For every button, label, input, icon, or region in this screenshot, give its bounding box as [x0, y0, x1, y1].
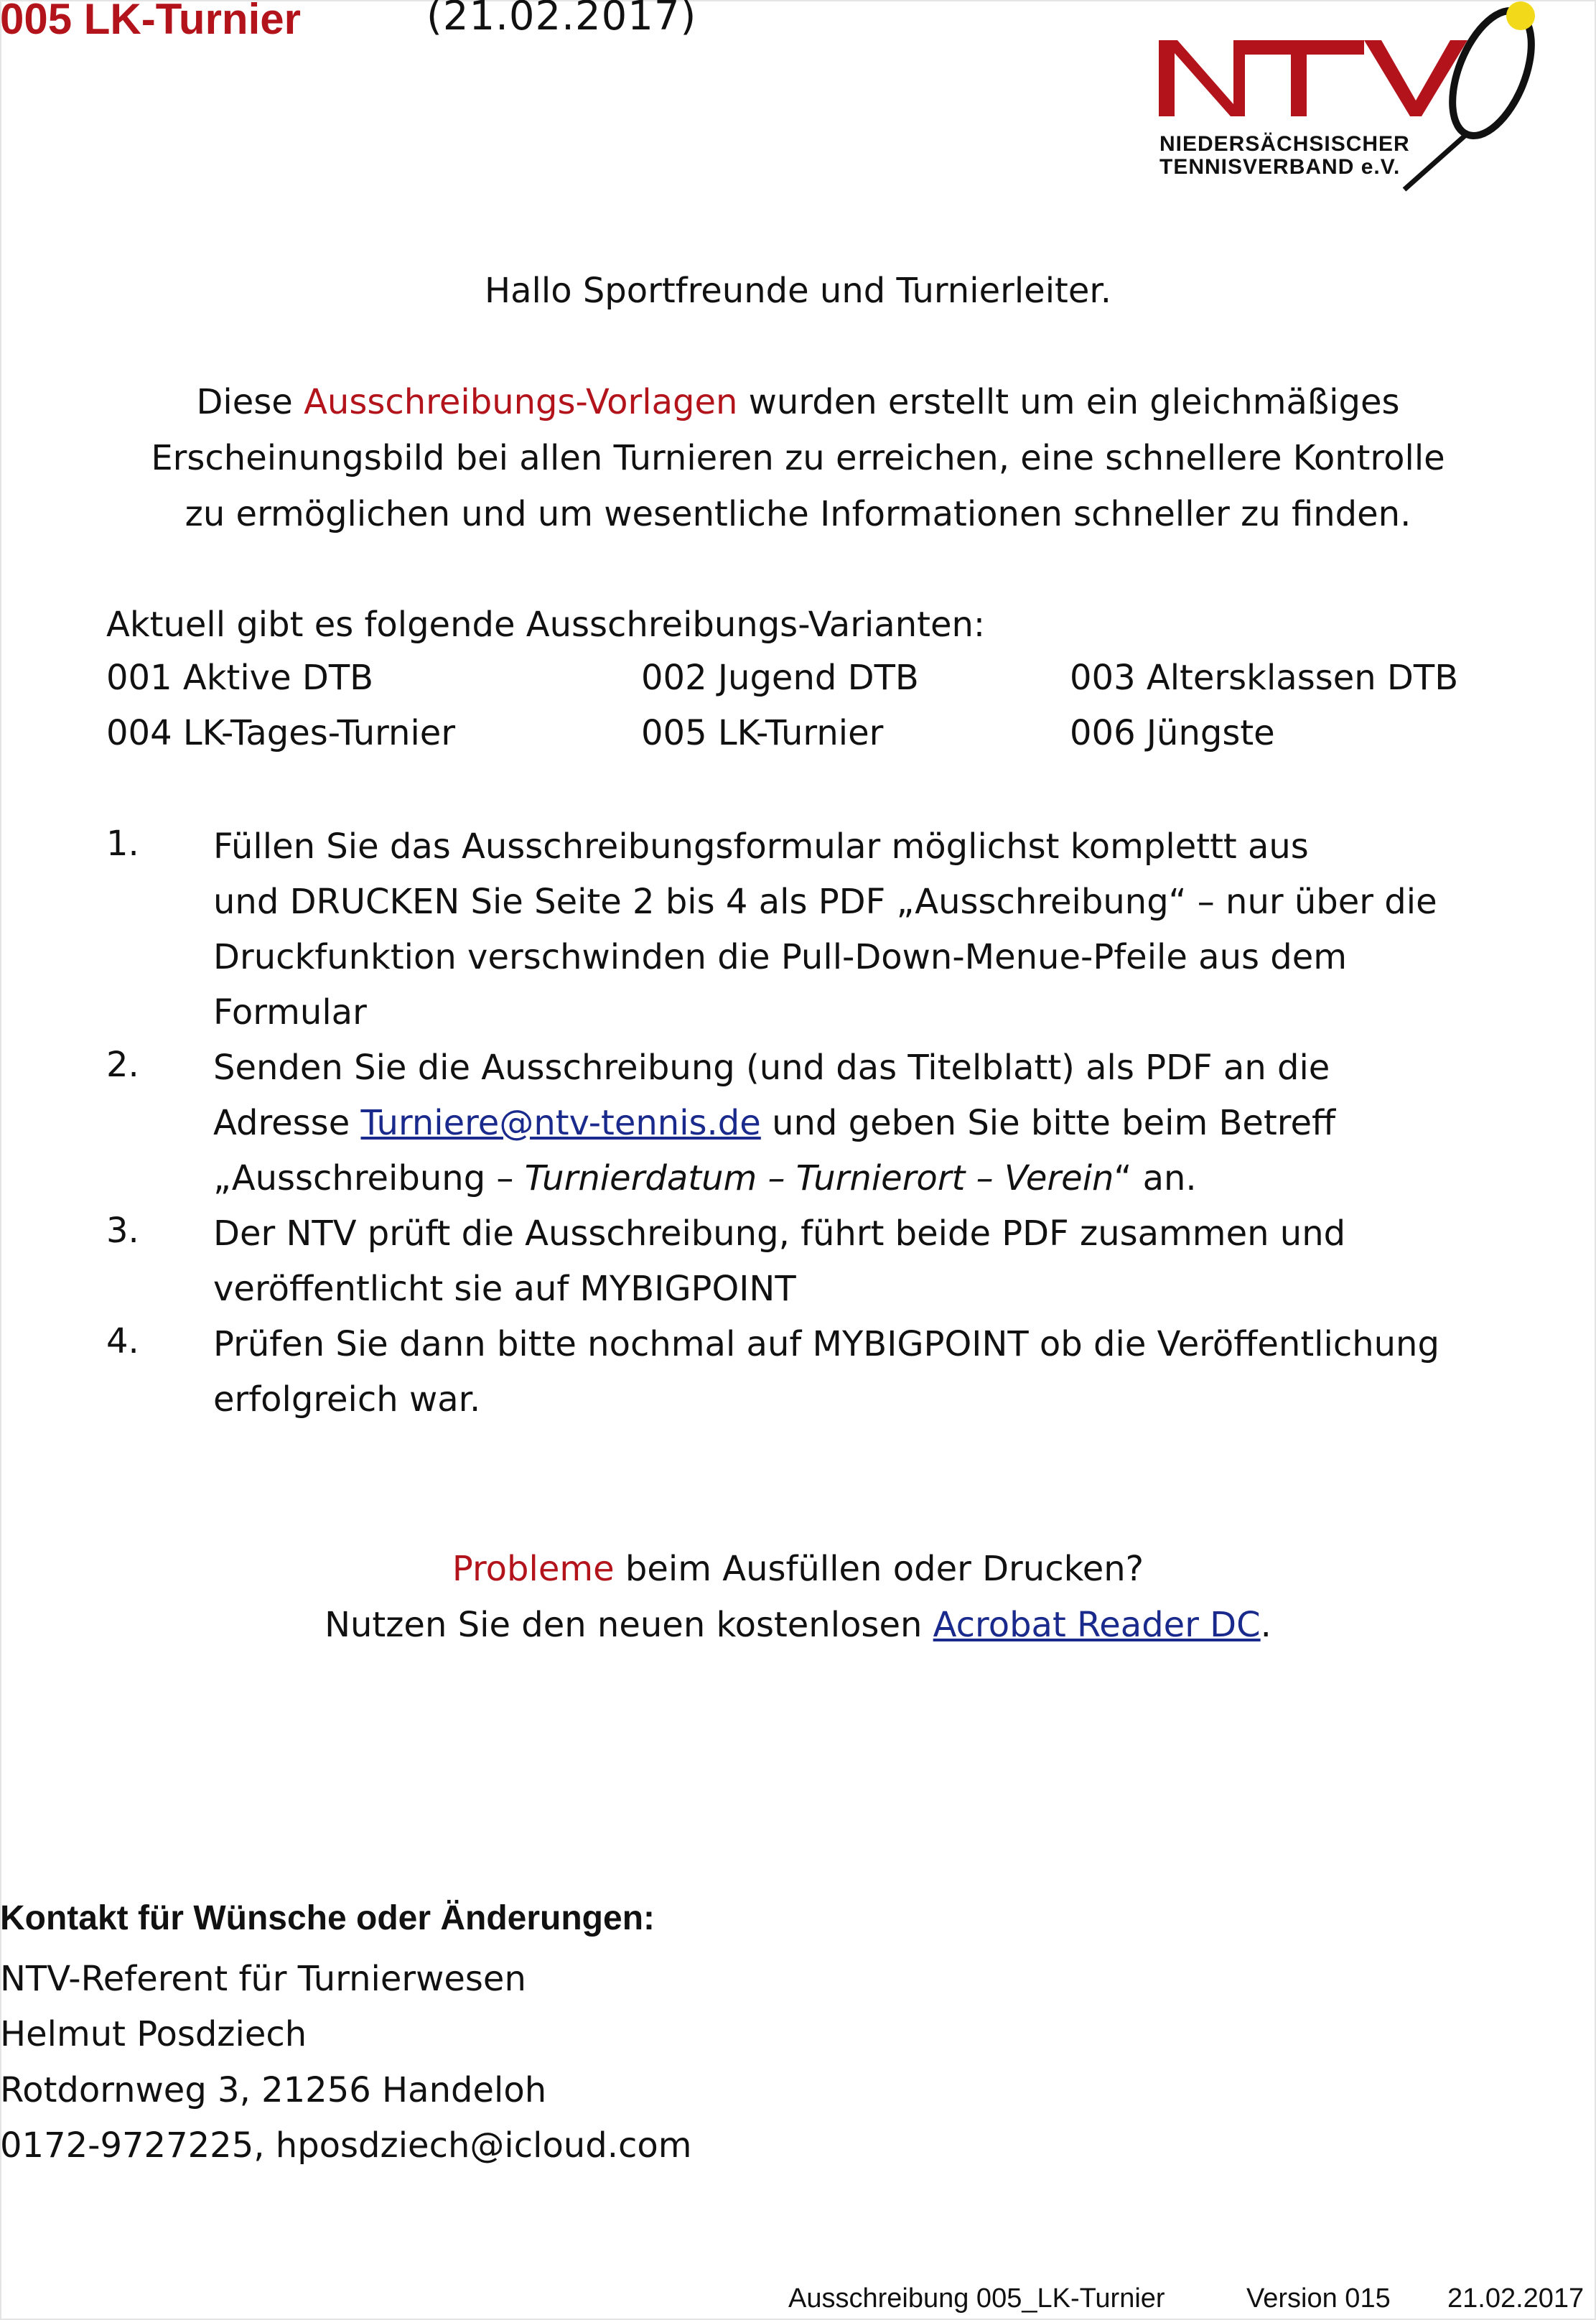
footer-document-name: Ausschreibung 005_LK-Turnier [788, 2283, 1165, 2314]
logo-text-line1: NIEDERSÄCHSISCHER [1159, 132, 1410, 156]
logo-text-line2: TENNISVERBAND e.V. [1159, 155, 1401, 179]
greeting: Hallo Sportfreunde und Turnierleiter. [485, 271, 1111, 311]
variant-item: 004 LK-Tages-Turnier [106, 713, 456, 753]
document-date: (21.02.2017) [426, 0, 697, 39]
step-number: 4. [106, 1321, 139, 1361]
intro-line-2: Erscheinungsbild bei allen Turnieren zu erreichen, eine schnellere Kontrolle [151, 438, 1445, 478]
variants-heading: Aktuell gibt es folgende Ausschreibungs-Varianten: [106, 605, 986, 645]
intro-paragraph [0, 374, 1596, 542]
variant-item: 003 Altersklassen DTB [1070, 658, 1459, 698]
contact-line: NTV-Referent für Turnierwesen [0, 1959, 526, 1999]
footer-date: 21.02.2017 [1447, 2283, 1585, 2314]
contact-line: Rotdornweg 3, 21256 Handeloh [0, 2070, 547, 2110]
step-3-text: Der NTV prüft die Ausschreibung, führt beide PDF zusammen und veröffentlicht sie auf MYBIGPOINT [213, 1213, 1346, 1309]
step-number: 1. [106, 824, 139, 864]
variant-item: 002 Jugend DTB [641, 658, 919, 698]
email-link[interactable]: Turniere@ntv-tennis.de [360, 1103, 761, 1143]
contact-line: 0172-9727225, hposdziech@icloud.com [0, 2125, 692, 2166]
variant-item: 006 Jüngste [1070, 713, 1275, 753]
problems-note: Probleme beim Ausfüllen oder Drucken? Nutzen Sie den neuen kostenlosen Acrobat Reader DC. [325, 1549, 1271, 1645]
step-number: 3. [106, 1211, 139, 1251]
footer-version: Version 015 [1246, 2283, 1391, 2314]
contact-heading: Kontakt für Wünsche oder Änderungen: [0, 1899, 655, 1937]
intro-line-1: Diese Ausschreibungs-Vorlagen wurden erstellt um ein gleichmäßiges [196, 382, 1400, 422]
step-number: 2. [106, 1045, 139, 1085]
problems-highlight: Probleme [452, 1549, 615, 1589]
step-1-text: Füllen Sie das Ausschreibungsformular möglichst komplettt aus und DRUCKEN Sie Seite 2 bis 4 als PDF „Ausschreibung“ – nur über die Druckfunktion verschwinden die Pull-Down-Menue-Pfeile aus dem Formular [213, 826, 1437, 1033]
contact-line: Helmut Posdziech [0, 2014, 307, 2054]
document-title: 005 LK-Turnier [0, 0, 301, 43]
intro-line-3: zu ermöglichen und um wesentliche Informationen schneller zu finden. [185, 494, 1411, 534]
variant-item: 001 Aktive DTB [106, 658, 374, 698]
step-2-text: Senden Sie die Ausschreibung (und das Titelblatt) als PDF an die Adresse Turniere@ntv-tennis.de und geben Sie bitte beim Betreff „Ausschreibung – Turnierdatum – Turnierort – Verein“ an. [213, 1048, 1336, 1198]
step-4-text: Prüfen Sie dann bitte nochmal auf MYBIGPOINT ob die Veröffentlichung erfolgreich war. [213, 1324, 1439, 1420]
templates-highlight: Ausschreibungs-Vorlagen [304, 382, 738, 422]
variant-item: 005 LK-Turnier [641, 713, 884, 753]
acrobat-reader-link[interactable]: Acrobat Reader DC [933, 1605, 1261, 1645]
